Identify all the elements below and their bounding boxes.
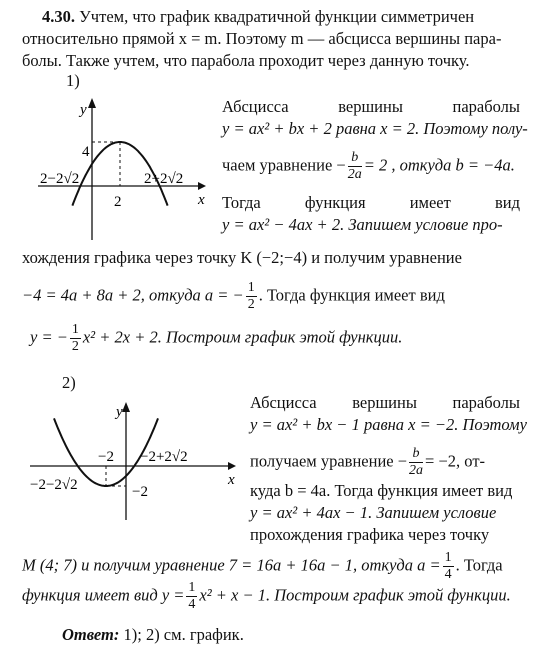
part1-y-label: y <box>80 102 87 118</box>
part2-line-8: функция имеет вид y = $\frac{1}{4}$ x² + x − 1. Построим график этой функции. <box>22 580 511 612</box>
part2-line-5: y = ax² + 4ax − 1. Запишем условие <box>250 503 497 522</box>
part1-line-5: y = ax² − 4ax + 2. Запишем условие про- <box>222 215 503 234</box>
part2-line-6: прохождения графика через точку <box>250 525 490 544</box>
part1-line-3: чаем уравнение − $\frac{b}{2a}$ = 2 , откуда b = −4a. <box>222 150 515 182</box>
part2-x-label: x <box>228 472 235 488</box>
intro-line-3: болы. Также учтем, что парабола проходит через данную точку. <box>22 51 470 70</box>
part2-y-arrow <box>122 402 130 412</box>
part1-line-2: y = ax² + bx + 2 равна x = 2. Поэтому полу- <box>222 119 528 138</box>
part1-line-8: y = − $\frac{1}{2}$ x² + 2x + 2. Построим график этой функции. <box>30 322 403 354</box>
part2-root-right: −2+2√2 <box>140 449 188 465</box>
problem-intro <box>42 6 528 28</box>
part1-root-left: 2−2√2 <box>40 171 80 187</box>
part1-line-6: хождения графика через точку K (−2;−4) и получим уравнение <box>22 248 462 267</box>
part1-line-4: Тогда функция имеет вид <box>222 193 520 212</box>
intro-line-2: относительно прямой x = m. Поэтому m — абсцисса вершины пара- <box>22 29 502 48</box>
part1-y-arrow <box>88 98 96 108</box>
part1-label: 1) <box>66 71 80 90</box>
part2-label: 2) <box>62 373 76 392</box>
part2-tick-neg2-y: −2 <box>132 484 148 500</box>
part1-graph <box>28 92 214 242</box>
answer <box>62 624 244 646</box>
part2-line-3: получаем уравнение − $\frac{b}{2a}$ = −2, от- <box>250 446 486 478</box>
intro-line-1: Учтем, что график квадратичной функции симметричен <box>79 7 475 26</box>
part2-y-label: y <box>116 404 123 420</box>
part1-x-arrow <box>198 182 206 190</box>
answer-text: 1); 2) см. график. <box>119 625 244 644</box>
part2-x-arrow <box>228 462 236 470</box>
answer-label: Ответ: <box>62 625 120 644</box>
part1-root-right: 2+2√2 <box>144 171 184 187</box>
problem-number: 4.30. <box>42 7 75 26</box>
part1-x-label: x <box>198 192 205 208</box>
part2-line-1: Абсцисса вершины параболы <box>250 393 520 412</box>
part2-graph <box>28 394 244 524</box>
part2-tick-neg2-x: −2 <box>98 449 114 465</box>
part2-line-4: куда b = 4a. Тогда функция имеет вид <box>250 481 513 500</box>
part1-line-1: Абсцисса вершины параболы <box>222 97 520 116</box>
part2-root-left: −2−2√2 <box>30 477 78 493</box>
part2-line-7: M (4; 7) и получим уравнение 7 = 16a + 16a − 1, откуда a = $\frac{1}{4}$ . Тогда <box>22 550 503 582</box>
part2-line-2: y = ax² + bx − 1 равна x = −2. Поэтому <box>250 415 527 434</box>
part1-tick-2: 2 <box>114 194 122 210</box>
part1-line-7: −4 = 4a + 8a + 2, откуда a = − $\frac{1}{2}$ . Тогда функция имеет вид <box>22 280 445 312</box>
part1-tick-4: 4 <box>82 144 90 160</box>
